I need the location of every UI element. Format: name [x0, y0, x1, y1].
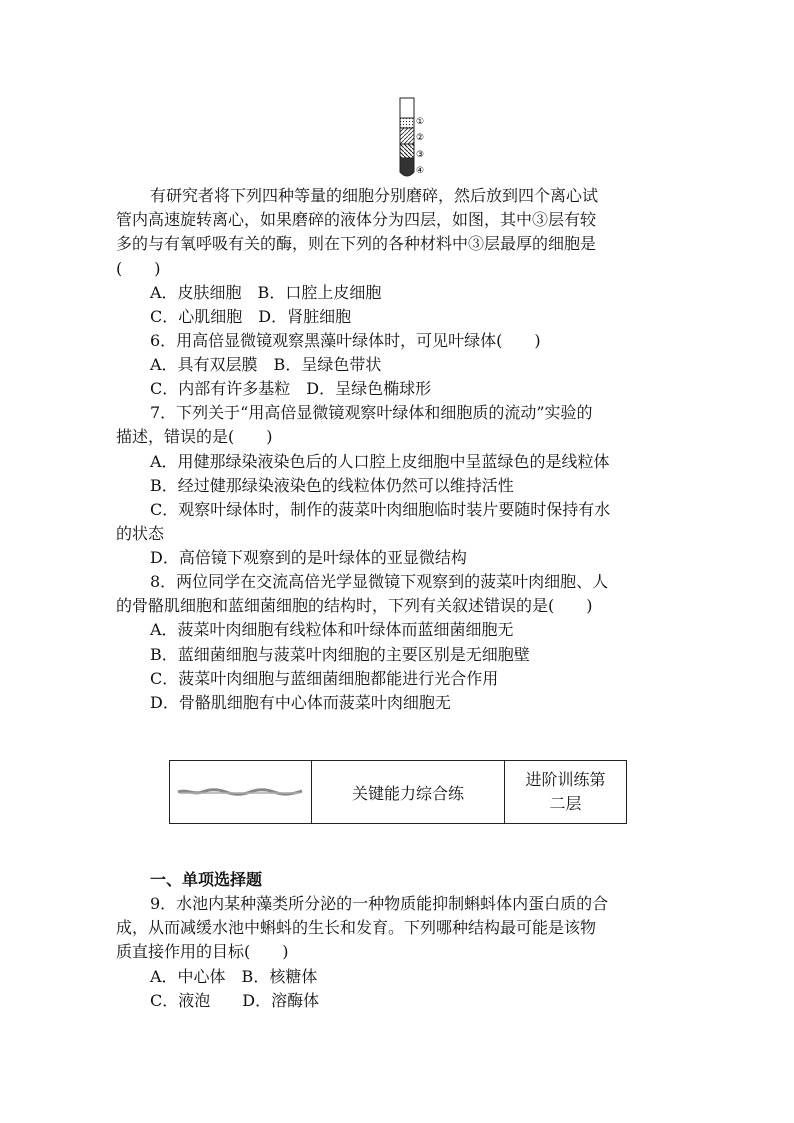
q6-stem: 6．用高倍显微镜观察黑藻叶绿体时，可见叶绿体( ) [150, 331, 541, 350]
q5-stem-line-3: 多的与有氧呼吸有关的酶，则在下列的各种材料中③层最厚的细胞是 [116, 234, 597, 253]
q7-option-d: D．高倍镜下观察到的是叶绿体的亚显微结构 [150, 548, 467, 567]
tube-layer-3 [400, 144, 414, 158]
q5-stem-line-1: 有研究者将下列四种等量的细胞分别磨碎，然后放到四个离心试 [150, 186, 599, 205]
banner-right-line-1: 进阶训练第 [525, 770, 606, 789]
q9-stem-line-3: 质直接作用的目标( ) [116, 942, 289, 961]
q5-stem-line-2: 管内高速旋转离心，如果磨碎的液体分为四层，如图，其中③层有较 [116, 210, 597, 229]
q9-stem-line-1: 9．水池内某种藻类所分泌的一种物质能抑制蝌蚪体内蛋白质的合 [150, 894, 609, 913]
q5-option-line-2: C．心肌细胞 D．肾脏细胞 [150, 307, 352, 326]
q8-option-b: B．蓝细菌细胞与菠菜叶肉细胞的主要区别是无细胞壁 [150, 645, 530, 664]
q9-option-line-2: C．液泡 D．溶酶体 [150, 991, 320, 1010]
q8-option-d: D．骨骼肌细胞有中心体而菠菜叶肉细胞无 [150, 693, 451, 712]
section-title: 一、单项选择题 [150, 870, 263, 889]
q7-option-b: B．经过健那绿染液染色的线粒体仍然可以维持活性 [150, 476, 514, 495]
q8-option-a: A．菠菜叶肉细胞有线粒体和叶绿体而蓝细菌细胞无 [150, 620, 514, 639]
q7-stem-line-1: 7．下列关于“用高倍显微镜观察叶绿体和细胞质的流动”实验的 [150, 403, 593, 422]
banner-right-cell [505, 761, 626, 823]
q6-option-line-1: A．具有双层膜 B．呈绿色带状 [150, 355, 382, 374]
q6-option-line-2: C．内部有许多基粒 D．呈绿色椭球形 [150, 379, 432, 398]
q7-option-c-cont: 的状态 [116, 524, 165, 543]
banner-title: 关键能力综合练 [312, 761, 505, 823]
q7-stem-line-2: 描述，错误的是( ) [116, 427, 273, 446]
q8-stem-line-2: 的骨骼肌细胞和蓝细菌细胞的结构时，下列有关叙述错误的是( ) [116, 596, 593, 615]
tube-label-1: ① [416, 117, 425, 127]
tube-label-4: ④ [416, 166, 425, 176]
banner-decoration-cell [170, 761, 312, 823]
tube-layer-2 [400, 128, 414, 144]
tube-layer-4 [400, 158, 414, 176]
q7-option-c: C．观察叶绿体时，制作的菠菜叶肉细胞临时装片要随时保持有水 [150, 500, 611, 519]
q8-stem-line-1: 8．两位同学在交流高倍光学显微镜下观察到的菠菜叶肉细胞、人 [150, 572, 609, 591]
q5-option-line-1: A．皮肤细胞 B．口腔上皮细胞 [150, 283, 382, 302]
decorative-stroke-icon [176, 787, 304, 797]
q5-stem-line-4: ( ) [116, 259, 161, 278]
q8-option-c: C．菠菜叶肉细胞与蓝细菌细胞都能进行光合作用 [150, 669, 499, 688]
banner-right-line-2: 二层 [549, 794, 582, 813]
tube-layer-1 [400, 118, 414, 128]
tube-label-2: ② [416, 133, 425, 143]
tube-label-3: ③ [416, 150, 425, 160]
q7-option-a: A．用健那绿染液染色后的人口腔上皮细胞中呈蓝绿色的是线粒体 [150, 452, 610, 471]
q9-option-line-1: A．中心体 B．核糖体 [150, 967, 318, 986]
centrifuge-tube-figure [396, 96, 430, 182]
section-banner [169, 760, 627, 824]
q9-stem-line-2: 成，从而减缓水池中蝌蚪的生长和发育。下列哪种结构最可能是该物 [116, 918, 597, 937]
